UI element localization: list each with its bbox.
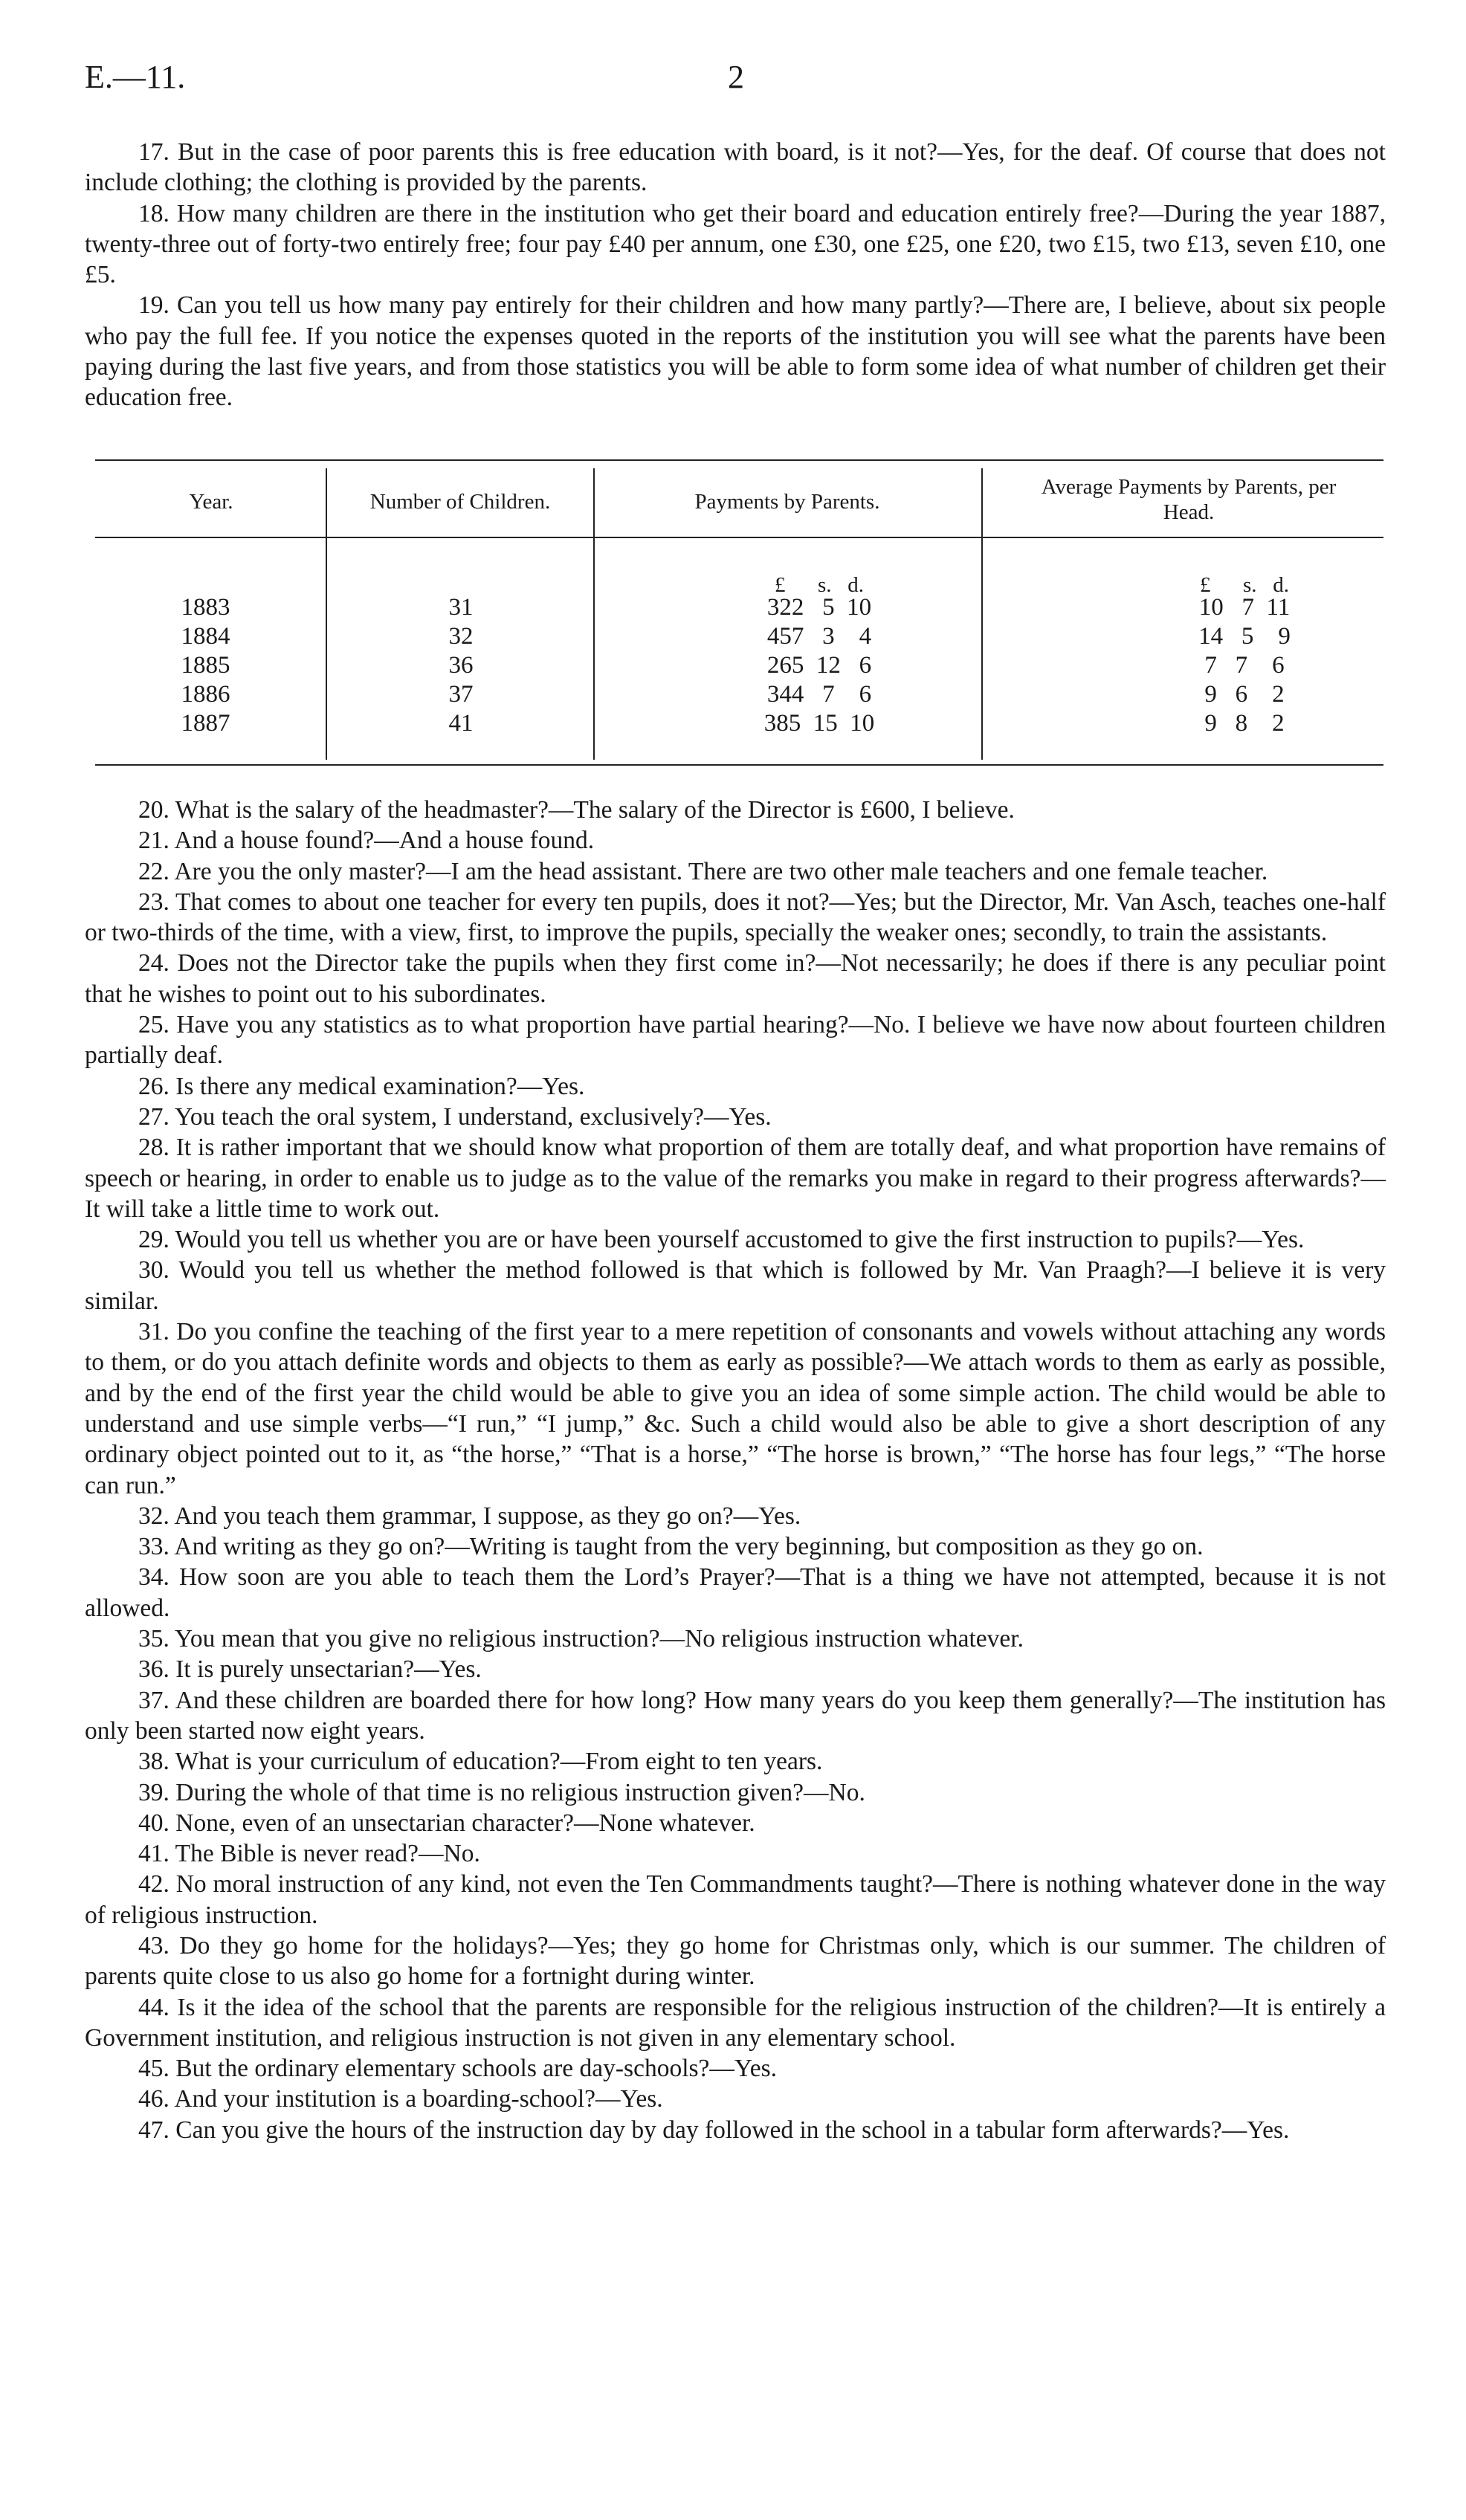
paragraph: 47. Can you give the hours of the instruction day by day followed in the school in a tabular form afterwards?—Yes. xyxy=(138,2116,1290,2144)
table-cell: 7 7 6 xyxy=(1204,652,1285,679)
paragraph: 42. No moral instruction of any kind, not even the Ten Commandments taught?—There is nothing whatever done in the way of religious instruction. xyxy=(85,1870,1386,1929)
paragraph: 28. It is rather important that we should know what proportion of them are totally deaf, and what proportion have remains of speech or hearing, in order to enable us to judge as to the value of the remarks you make in regard to their progress afterwards?—It will take a little time to work out. xyxy=(85,1134,1386,1223)
paragraph: 44. Is it the idea of the school that the parents are responsible for the religious instruction of the children?—It is entirely a Government institution, and religious instruction is not given in any elementary school. xyxy=(85,1993,1386,2052)
table-cell: 1883 xyxy=(181,594,230,621)
paragraph: 24. Does not the Director take the pupils when they first come in?—Not necessarily; he does if there is any peculiar point that he wishes to point out to his subordinates. xyxy=(85,949,1386,1008)
paragraph: 43. Do they go home for the holidays?—Yes; they go home for Christmas only, which is our summer. The children of parents quite close to us also go home for a fortnight during winter. xyxy=(85,1931,1386,1991)
header-payments: Payments by Parents. xyxy=(694,490,880,514)
header-average: Average Payments by Parents, per Head. xyxy=(1041,475,1337,524)
paragraph: 33. And writing as they go on?—Writing is taught from the very beginning, but composition as they go on. xyxy=(138,1533,1204,1561)
table-cell: 31 xyxy=(448,594,474,621)
document-code: E.—11. xyxy=(85,59,186,95)
paragraph: 21. And a house found?—And a house found. xyxy=(138,827,595,855)
paragraph: 32. And you teach them grammar, I suppose, as they go on?—Yes. xyxy=(138,1502,801,1530)
paragraph: 38. What is your curriculum of education?—From eight to ten years. xyxy=(138,1748,823,1776)
table-cell: 265 12 6 xyxy=(766,652,872,679)
paragraph: 36. It is purely unsectarian?—Yes. xyxy=(138,1655,482,1684)
table-cell: 457 3 4 xyxy=(766,623,872,650)
table-cell: 1886 xyxy=(181,681,230,708)
column-divider xyxy=(593,468,595,760)
table-cell: 36 xyxy=(448,652,474,679)
table-top-rule xyxy=(95,459,1383,461)
table-cell: 41 xyxy=(448,710,474,737)
payments-table xyxy=(85,459,1386,772)
column-divider xyxy=(326,468,327,760)
table-header-rule xyxy=(95,537,1383,538)
payments-units: £ s. d. xyxy=(774,573,865,597)
table-cell: 9 6 2 xyxy=(1204,681,1285,708)
paragraph: 26. Is there any medical examination?—Yes. xyxy=(138,1072,585,1100)
table-cell: 9 8 2 xyxy=(1204,710,1285,737)
paragraph: 17. But in the case of poor parents this is free education with board, is it not?—Yes, for the deaf. Of course that does not include clothing; the clothing is provided by the parents. xyxy=(85,138,1386,197)
paragraphs-bottom xyxy=(85,795,1386,2145)
paragraph: 18. How many children are there in the institution who get their board and education entirely free?—During the year 1887, twenty-three out of forty-two entirely free; four pay £40 per annum, one £30, one £25, one £20, two £15, two £13, seven £10, one £5. xyxy=(85,199,1386,289)
average-units: £ s. d. xyxy=(1199,573,1290,597)
paragraph: 31. Do you confine the teaching of the first year to a mere repetition of consonants and vowels without attaching any words to them, or do you attach definite words and objects to them as early as possible?—We attach words to them as early as possible, and by the end of the first year the child would be able to give you an idea of some simple action. The child would be able to understand and use simple verbs—“I run,” “I jump,” &c. Such a child would also be able to give a short description of any ordinary object pointed out to it, as “the horse,” “That is a horse,” “The horse is brown,” “The horse has four legs,” “The horse can run.” xyxy=(85,1318,1386,1499)
table-cell: 37 xyxy=(448,681,474,708)
page-header xyxy=(85,58,1386,103)
header-children: Number of Children. xyxy=(369,490,551,514)
paragraph: 35. You mean that you give no religious instruction?—No religious instruction whatever. xyxy=(138,1625,1024,1653)
paragraph: 41. The Bible is never read?—No. xyxy=(138,1840,480,1868)
table-cell: 385 15 10 xyxy=(763,710,875,737)
paragraph: 37. And these children are boarded there for how long? How many years do you keep them generally?—The institution has only been started now eight years. xyxy=(85,1686,1386,1745)
paragraph: 30. Would you tell us whether the method followed is that which is followed by Mr. Van Praagh?—I believe it is very similar. xyxy=(85,1256,1386,1315)
header-year: Year. xyxy=(189,490,233,514)
paragraph: 34. How soon are you able to teach them the Lord’s Prayer?—That is a thing we have not attempted, because it is not allowed. xyxy=(85,1563,1386,1622)
table-cell: 32 xyxy=(448,623,474,650)
table-cell: 14 5 9 xyxy=(1198,623,1291,650)
table-cell: 322 5 10 xyxy=(766,594,872,621)
table-cell: 1885 xyxy=(181,652,230,679)
table-cell: 344 7 6 xyxy=(766,681,872,708)
paragraph: 19. Can you tell us how many pay entirely for their children and how many partly?—There are, I believe, about six people who pay the full fee. If you notice the expenses quoted in the reports of the institution you will see what the parents have been paying during the last five years, and from those statistics you will be able to form some idea of what number of children get their education free. xyxy=(85,291,1386,412)
table-cell: 1887 xyxy=(181,710,230,737)
table-bottom-rule xyxy=(95,764,1383,766)
paragraphs-top xyxy=(85,137,1386,413)
paragraph: 29. Would you tell us whether you are or have been yourself accustomed to give the first instruction to pupils?—Yes. xyxy=(138,1226,1305,1254)
paragraph: 25. Have you any statistics as to what proportion have partial hearing?—No. I believe we have now about fourteen children partially deaf. xyxy=(85,1011,1386,1070)
table-cell: 10 7 11 xyxy=(1198,594,1291,621)
paragraph: 45. But the ordinary elementary schools are day-schools?—Yes. xyxy=(138,2055,778,2083)
paragraph: 22. Are you the only master?—I am the head assistant. There are two other male teachers and one female teacher. xyxy=(138,857,1268,885)
paragraph: 23. That comes to about one teacher for every ten pupils, does it not?—Yes; but the Director, Mr. Van Asch, teaches one-half or two-thirds of the time, with a view, first, to improve the pupils, specially the weaker ones; secondly, to train the assistants. xyxy=(85,888,1386,947)
paragraph: 27. You teach the oral system, I understand, exclusively?—Yes. xyxy=(138,1102,772,1131)
paragraph: 20. What is the salary of the headmaster?—The salary of the Director is £600, I believe. xyxy=(138,796,1015,824)
paragraph: 39. During the whole of that time is no religious instruction given?—No. xyxy=(138,1778,865,1806)
column-divider xyxy=(981,468,983,760)
paragraph: 40. None, even of an unsectarian character?—None whatever. xyxy=(138,1809,755,1837)
table-cell: 1884 xyxy=(181,623,230,650)
page-number: 2 xyxy=(728,59,744,95)
paragraph: 46. And your institution is a boarding-school?—Yes. xyxy=(138,2085,663,2113)
